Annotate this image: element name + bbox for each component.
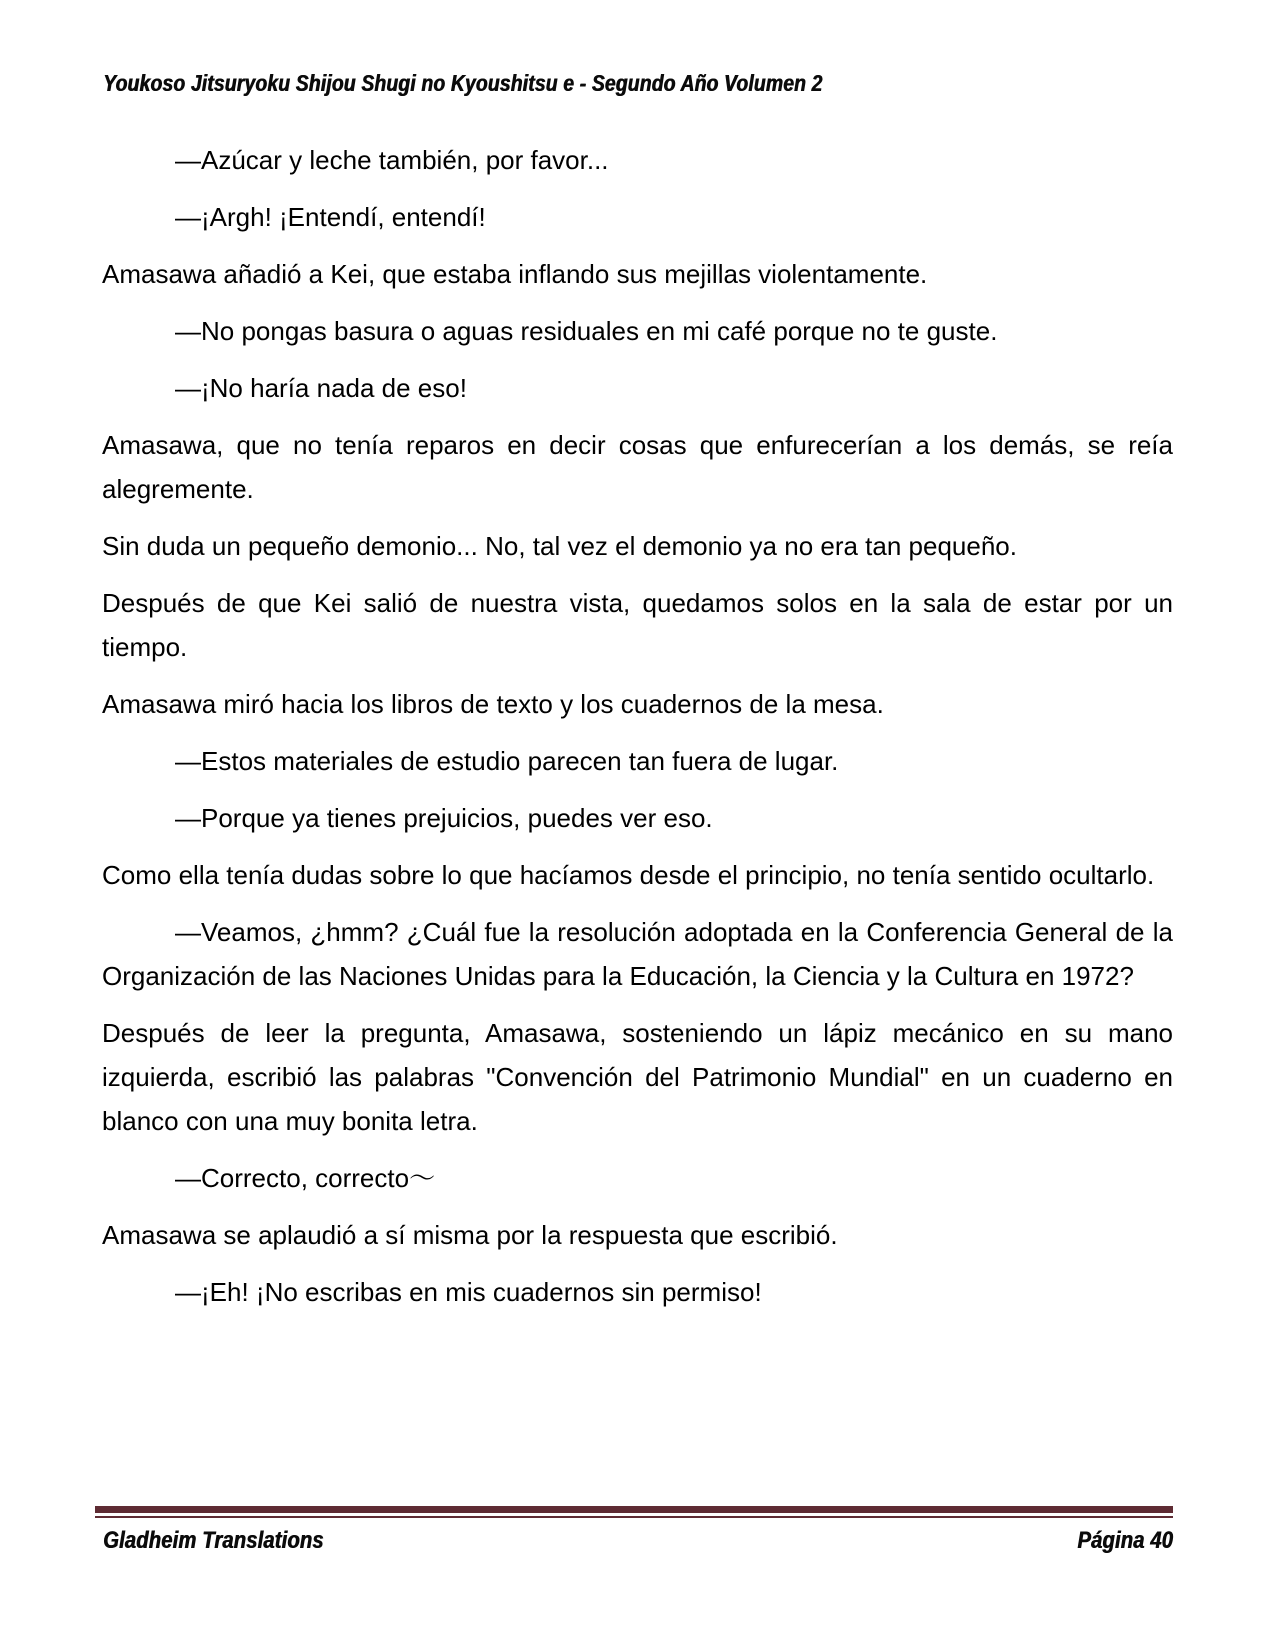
paragraph: —Estos materiales de estudio parecen tan fuera de lugar. bbox=[175, 746, 839, 776]
document-body bbox=[102, 138, 1173, 1327]
paragraph: —Correcto, correcto～ bbox=[175, 1163, 436, 1193]
page-number: Página 40 bbox=[1077, 1527, 1173, 1554]
paragraph: Amasawa añadió a Kei, que estaba inflando sus mejillas violentamente. bbox=[102, 259, 928, 289]
footer-rule-thin bbox=[95, 1516, 1173, 1518]
paragraph: Sin duda un pequeño demonio... No, tal vez el demonio ya no era tan pequeño. bbox=[102, 531, 1017, 561]
paragraph: Después de leer la pregunta, Amasawa, sosteniendo un lápiz mecánico en su mano izquierda, escribió las palabras "Convención del Patrimonio Mundial" en un cuaderno en blanco con una muy bonita letra. bbox=[102, 1018, 1173, 1136]
paragraph: Amasawa se aplaudió a sí misma por la respuesta que escribió. bbox=[102, 1220, 838, 1250]
paragraph: —Azúcar y leche también, por favor... bbox=[175, 145, 609, 175]
paragraph: —Veamos, ¿hmm? ¿Cuál fue la resolución adoptada en la Conferencia General de la Organización de las Naciones Unidas para la Educación, la Ciencia y la Cultura en 1972? bbox=[102, 917, 1173, 991]
paragraph: —Porque ya tienes prejuicios, puedes ver eso. bbox=[175, 803, 713, 833]
translator-credit: Gladheim Translations bbox=[103, 1527, 324, 1554]
paragraph: Amasawa miró hacia los libros de texto y los cuadernos de la mesa. bbox=[102, 689, 884, 719]
paragraph: Después de que Kei salió de nuestra vista, quedamos solos en la sala de estar por un tiempo. bbox=[102, 588, 1173, 662]
paragraph: —¡Eh! ¡No escribas en mis cuadernos sin permiso! bbox=[175, 1277, 762, 1307]
footer-rule-thick bbox=[95, 1506, 1173, 1513]
paragraph: —¡No haría nada de eso! bbox=[175, 373, 467, 403]
paragraph: —No pongas basura o aguas residuales en mi café porque no te guste. bbox=[175, 316, 998, 346]
footer-text-row bbox=[95, 1527, 1173, 1555]
paragraph: Amasawa, que no tenía reparos en decir cosas que enfurecerían a los demás, se reía alegremente. bbox=[102, 430, 1173, 504]
paragraph: —¡Argh! ¡Entendí, entendí! bbox=[175, 202, 486, 232]
paragraph: Como ella tenía dudas sobre lo que hacíamos desde el principio, no tenía sentido ocultarlo. bbox=[102, 860, 1155, 890]
document-header-title: Youkoso Jitsuryoku Shijou Shugi no Kyoushitsu e - Segundo Año Volumen 2 bbox=[103, 70, 823, 96]
page-footer bbox=[95, 1506, 1173, 1555]
